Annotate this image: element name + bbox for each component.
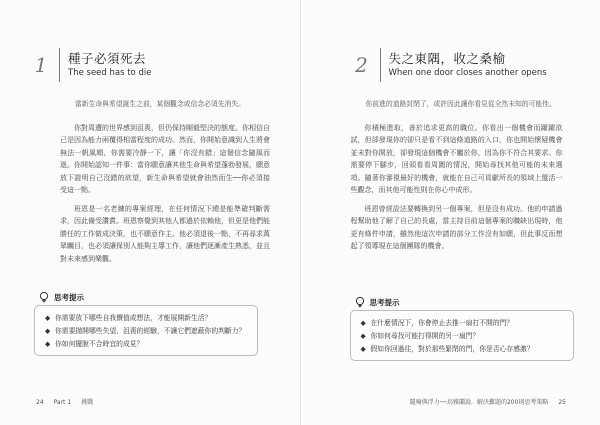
lightbulb-icon [38,291,50,303]
diamond-bullet-icon: ◆ [360,345,366,353]
page-footer [410,397,566,406]
tip-item [45,312,249,324]
body-paragraph: 你對周遭的世界感到沮喪，但仍保持剛毅堅決的態度。你相信自己是因為能力兩覆得相當程度的成功。然而，你開始意識到人生將會無法一帆風順，你需要冷靜一下，讓「你沒有錯」這個信念隨風而逝。你開始認知一件事：當你願意讓其他生命與希望蓬勃發展，願意放下證明自己沒錯的欲望，新生命與希望就會油然而生──你必須接受這一點。 [60,123,270,194]
tip-item [361,330,565,342]
tip-text: 假如你回過往，對於那些緊閉的門，你是否心存感激？ [370,345,534,353]
tips-box [34,305,258,356]
thinking-tips [34,290,258,356]
chapter-titles [68,51,151,80]
diamond-bullet-icon: ◆ [360,332,366,340]
part-label: Part 1 [53,399,72,406]
chapter-subtitle: The seed has to die [68,67,152,78]
chapter-titles [389,51,547,80]
chapter-number: 2 [355,53,368,77]
thinking-tips [350,295,574,361]
tips-title: 思考提示 [54,292,84,302]
diamond-bullet-icon: ◆ [360,319,366,327]
body-text [60,98,270,265]
heading-divider [380,48,381,82]
chapter-intro: 你前進的道路封閉了，或許因此讓你看見從全然未知的可能性。 [365,100,556,108]
tip-item [361,317,565,329]
tips-title: 思考提示 [369,297,400,307]
chapter-heading [350,47,547,83]
tips-header [354,295,574,309]
right-page [301,0,600,425]
tip-item [45,338,249,350]
page-footer [36,397,93,406]
chapter-subtitle: When one door closes another opens [388,67,547,78]
diamond-bullet-icon: ◆ [45,340,51,348]
diamond-bullet-icon: ◆ [45,314,51,322]
page-number: 24 [36,399,44,406]
chapter-heading [29,47,151,83]
body-paragraph: 班恩曾經設法要轉換到另一個專案，但是沒有成功。他的申請過程幫助他了解了自己的長處，當主持目前這個專案的職缺出現時，他更有條件申請，雖然他這次申請的部分工作沒有如願，但此事反而想起了領導現在這個團隊的機會。 [350,204,563,250]
tip-text: 在什麼情況下，你會停止去推一扇打不開的門？ [370,319,514,327]
book-title-label: 隨喻與浮力──烏雅蘭說．解決難題的200則思考策略 [409,399,549,406]
page-number: 25 [558,399,566,406]
tip-text: 你需要拋開哪些失望、沮喪的經驗，不讓它們遮蔽你的判斷力？ [55,327,246,335]
heading-divider [59,48,60,82]
chapter-number: 1 [34,53,48,77]
tips-box [350,310,574,361]
chapter-title: 失之東隅，收之桑榆 [388,50,506,66]
body-text [351,98,563,253]
lightbulb-icon [354,296,366,308]
chapter-intro: 當新生命與希望誕生之前，某個觀念或信念必須先消失。 [75,100,245,108]
tips-header [38,290,258,304]
chapter-title: 種子必須死去 [68,50,147,66]
tip-text: 你需要放下哪些自我價值或想法，才能展開新生活？ [55,314,212,322]
body-paragraph: 班恩是一名老練的專案經理，在任何情況下總是能準確判斷需求，因此備受讚賞。班恩察覺到其他人都過於依賴他，但更是他們能勝任的工作做成決策，也不願意作主。他必須退後一點，不再尋求萬眾矚目，也必須讓保別人能夠主導工作，讓他們逐漸產生熟悉，並且對未來感到樂觀。 [60,204,270,263]
tip-item [361,343,565,355]
tip-item [45,325,249,337]
body-paragraph: 你積極進取，善於追求更高的職位。你看出一個機會而躍躍欲試，但卻發現你的卻只是看不到這條道路的入口，你也開始懷疑機會並未對你開放，卻發現這個機會不屬於你，因為你不符合其要求。你需要停下腳步，回頭看看周圍的情況，開始尋找其他可能的未來選項。隨著你審視最好的機會，就能在自己可貢獻所長的領域上盤活一些觀念，而其他可能性則在你心中成形。 [350,123,563,194]
diamond-bullet-icon: ◆ [45,327,51,335]
tip-text: 你如何擺脫不合時宜的成見？ [55,340,144,348]
section-label: 挑戰 [81,399,94,406]
tip-text: 你如何尋找可能打得開的另一扇門？ [370,332,480,340]
